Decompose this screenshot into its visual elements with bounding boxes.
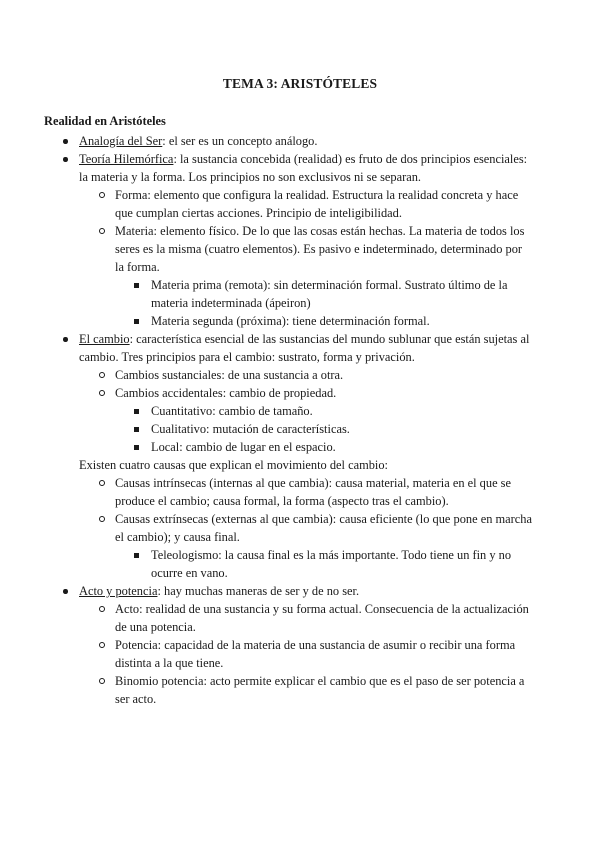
text-cambio: : característica esencial de las sustancias del mundo sublunar que están sujetas al cambio. Tres principios para el cambio: sustrato, forma y privación. — [79, 332, 530, 364]
subsub-item-materia-segunda: Materia segunda (próxima): tiene determinación formal. — [151, 312, 533, 330]
subsub-item-cuantitativo: Cuantitativo: cambio de tamaño. — [151, 402, 533, 420]
text-hilemorfica: : la sustancia concebida (realidad) es fruto de dos principios esenciales: la materia y la forma. Los principios no son exclusivos ni se separan. — [79, 152, 528, 184]
list-item-cambio — [79, 330, 533, 366]
sub-item-cambios-accidentales: Cambios accidentales: cambio de propiedad. — [115, 384, 533, 402]
sub-item-causas-intrinsecas: Causas intrínsecas (internas al que cambia): causa material, materia en el que se produce el cambio; causa formal, la forma (aspecto tras el cambio). — [115, 474, 533, 510]
list-item-acto-potencia — [79, 582, 533, 600]
list-item-hilemorfica — [79, 150, 533, 186]
sub-item-potencia: Potencia: capacidad de la materia de una sustancia de asumir o recibir una forma distinta a la que tiene. — [115, 636, 533, 672]
term-acto-potencia: Acto y potencia — [79, 584, 158, 598]
document-body — [0, 112, 600, 708]
subsub-item-local: Local: cambio de lugar en el espacio. — [151, 438, 533, 456]
list-item-analogia — [79, 132, 533, 150]
sub-item-binomio: Binomio potencia: acto permite explicar el cambio que es el paso de ser potencia a ser acto. — [115, 672, 533, 708]
term-hilemorfica: Teoría Hilemórfica — [79, 152, 174, 166]
sub-item-cambios-sustanciales: Cambios sustanciales: de una sustancia a otra. — [115, 366, 533, 384]
section-heading: Realidad en Aristóteles — [44, 114, 166, 128]
subsub-item-materia-prima: Materia prima (remota): sin determinación formal. Sustrato último de la materia indeterminada (ápeiron) — [151, 276, 533, 312]
subsub-item-teleologismo: Teleologismo: la causa final es la más importante. Todo tiene un fin y no ocurre en vano. — [151, 546, 533, 582]
sub-item-materia: Materia: elemento físico. De lo que las cosas están hechas. La materia de todos los seres es la misma (cuatro elementos). Es pasivo e indeterminado, determinado por la forma. — [115, 222, 533, 276]
main-list — [0, 132, 600, 708]
causes-intro: Existen cuatro causas que explican el movimiento del cambio: — [79, 458, 388, 472]
subsub-item-cualitativo: Cualitativo: mutación de características. — [151, 420, 533, 438]
term-cambio: El cambio — [79, 332, 130, 346]
page-title: TEMA 3: ARISTÓTELES — [222, 76, 378, 91]
text-acto-potencia: : hay muchas maneras de ser y de no ser. — [157, 584, 360, 598]
text-analogia: : el ser es un concepto análogo. — [162, 134, 318, 148]
sub-item-forma: Forma: elemento que configura la realidad. Estructura la realidad concreta y hace que cumplan ciertas acciones. Principio de inteligibilidad. — [115, 186, 533, 222]
sub-item-acto: Acto: realidad de una sustancia y su forma actual. Consecuencia de la actualización de una potencia. — [115, 600, 533, 636]
term-analogia: Analogía del Ser — [79, 134, 163, 148]
sub-item-causas-extrinsecas: Causas extrínsecas (externas al que cambia): causa eficiente (lo que pone en marcha el cambio); y causa final. — [115, 512, 532, 544]
